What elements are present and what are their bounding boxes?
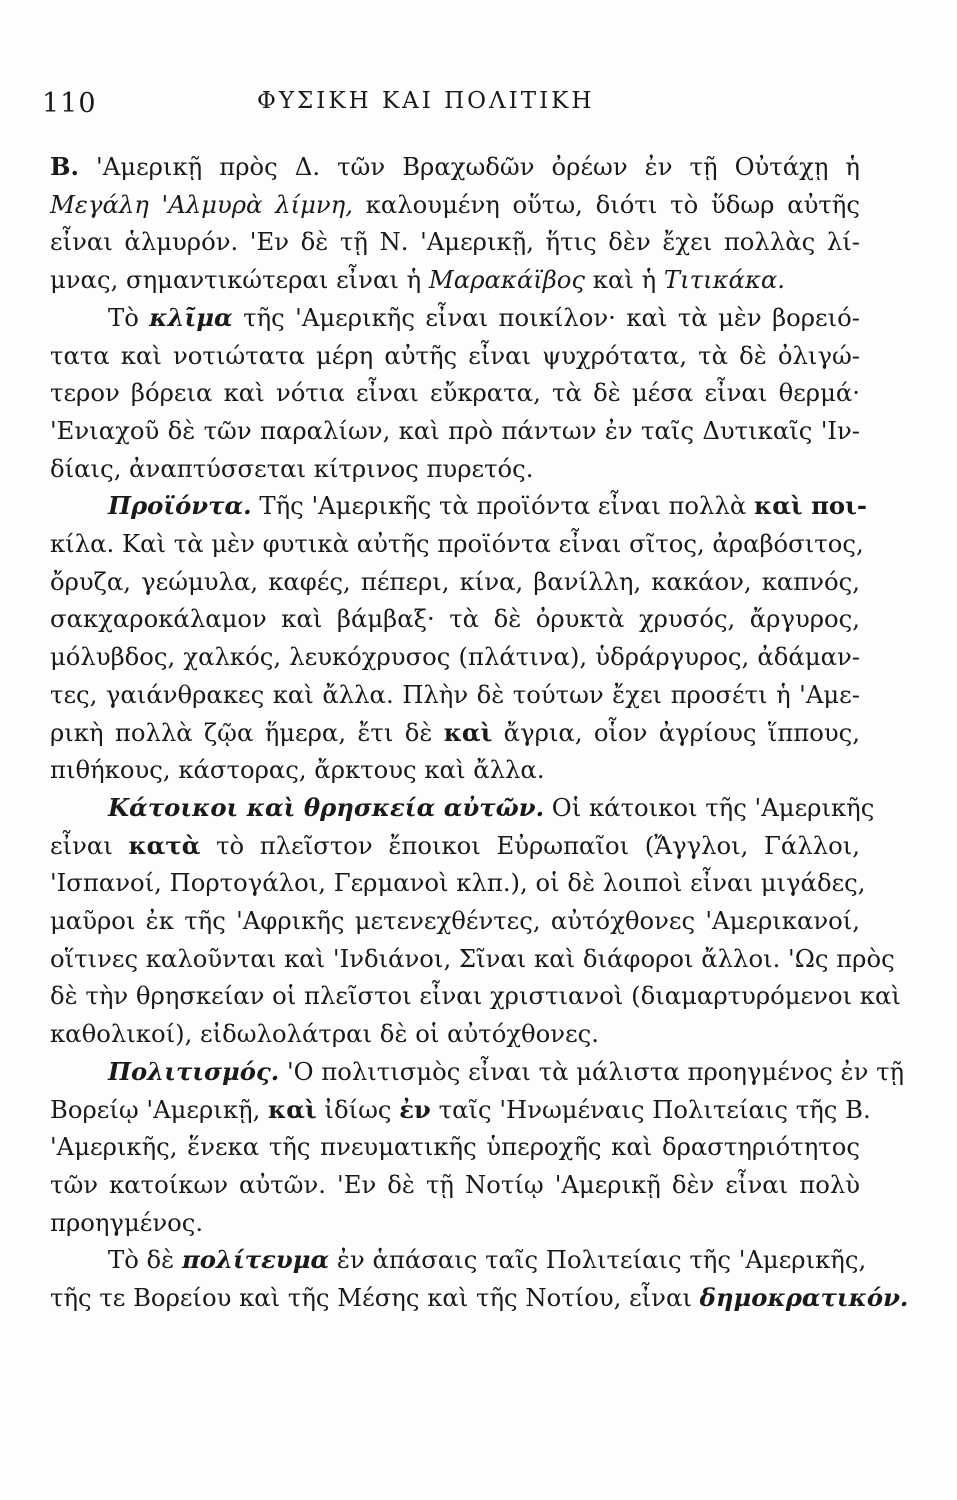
paragraph-government: [50, 1241, 909, 1316]
paragraph-climate: [50, 299, 860, 488]
text-line: τατα καὶ νοτιώτατα μέρη αὐτῆς εἶναι ψυχρότατα, τὰ δὲ ὀλιγώ-: [50, 340, 860, 370]
text-run: καὶ ἡ: [585, 265, 664, 295]
text-run: Μαρακάϊβος: [428, 265, 586, 295]
text-line: μόλυβδος, χαλκός, λευκόχρυσος (πλάτινα), ὑδράργυρος, ἀδάμαν-: [50, 642, 860, 672]
text-run: ρικὴ πολλὰ ζῷα ἥμερα, ἔτι δὲ: [50, 717, 444, 747]
text-run: καὶ: [443, 717, 493, 747]
text-line: [50, 1091, 871, 1129]
text-run: δημοκρατικόν.: [699, 1283, 909, 1313]
text-line: εἶναι ἁλμυρόν. 'Εν δὲ τῇ Ν. 'Αμερικῇ, ἥτις δὲν ἔχει πολλὰς λί-: [50, 227, 860, 257]
text-run: καὶ ποι-: [753, 491, 867, 521]
paragraph-inhabitants: [50, 789, 901, 1053]
text-run: Τὸ: [108, 302, 150, 332]
page-number: 110: [42, 88, 97, 119]
text-run: κατὰ: [128, 830, 201, 860]
text-run: ἰδίως: [316, 1094, 400, 1124]
text-line: 'Αμερικῆς, ἕνεκα τῆς πνευματικῆς ὑπεροχῆς καὶ δραστηριότητος: [50, 1132, 860, 1162]
text-run: πολίτευμα: [181, 1245, 330, 1275]
text-run: καλουμένη οὕτω, διότι τὸ ὕδωρ αὐτῆς: [352, 189, 860, 219]
text-run: εἶναι: [50, 830, 129, 860]
text-line: ὄρυζα, γεώμυλα, καφές, πέπερι, κίνα, βανίλλη, κακάον, καπνός,: [50, 566, 860, 596]
text-line: δὲ τὴν θρησκείαν οἱ πλεῖστοι εἶναι χριστιανοὶ (διαμαρτυρόμενοι καὶ: [50, 981, 901, 1011]
paragraph-civilization: [50, 1053, 905, 1242]
text-line: [50, 299, 860, 337]
text-line: τῶν κατοίκων αὐτῶν. 'Εν δὲ τῇ Νοτίῳ 'Αμερικῇ δὲν εἶναι πολὺ: [50, 1169, 860, 1199]
text-run: ἐν: [399, 1094, 431, 1124]
text-line: προηγμένος.: [50, 1207, 204, 1237]
text-run: 'Αμερικῇ πρὸς Δ. τῶν Βραχωδῶν ὀρέων ἐν τῇ Οὐτάχῃ ἡ: [79, 152, 860, 181]
text-run: Τὸ δὲ: [108, 1245, 182, 1275]
text-line: [50, 261, 860, 299]
text-line: πιθήκους, κάστορας, ἄρκτους καὶ ἄλλα.: [50, 755, 545, 785]
text-run: ἐν ἁπάσαις ταῖς Πολιτείαις τῆς 'Αμερικῆς,: [329, 1245, 867, 1275]
text-line: σακχαροκάλαμον καὶ βάμβαξ· τὰ δὲ ὀρυκτὰ χρυσός, ἄργυρος,: [50, 604, 860, 634]
text-line: [50, 487, 867, 525]
text-line: [50, 148, 860, 186]
text-run: ταῖς 'Ηνωμέναις Πολιτείαις τῆς Β.: [430, 1094, 871, 1124]
text-run: τῆς τε Βορείου καὶ τῆς Μέσης καὶ τῆς Νοτίου, εἶναι: [50, 1283, 700, 1313]
text-run: Τῆς 'Αμερικῆς τὰ προϊόντα εἶναι πολλὰ: [251, 491, 754, 521]
text-run: Βορείῳ 'Αμερικῇ,: [50, 1094, 269, 1124]
text-run: τῆς 'Αμερικῆς εἶναι ποικίλον· καὶ τὰ μὲν βορειό-: [232, 302, 861, 332]
page-header: [42, 88, 847, 128]
text-line: [50, 1241, 867, 1279]
text-line: κίλα. Καὶ τὰ μὲν φυτικὰ αὐτῆς προϊόντα εἶναι σῖτος, ἀραβόσιτος,: [50, 529, 864, 559]
text-line: [50, 186, 860, 224]
text-line: καθολικοί), εἰδωλολάτραι δὲ οἱ αὐτόχθονες.: [50, 1019, 599, 1049]
page-body: [50, 148, 909, 1317]
text-run: Μεγάλη 'Αλμυρὰ λίμνη,: [50, 189, 353, 219]
text-run: 'Ο πολιτισμὸς εἶναι τὰ μάλιστα προηγμένος ἐν τῇ: [279, 1056, 905, 1086]
text-run: καὶ: [268, 1094, 317, 1124]
section-heading: Πολιτισμός.: [108, 1056, 280, 1086]
text-run: τὸ πλεῖστον ἔποικοι Εὐρωπαῖοι (Ἄγγλοι, Γάλλοι,: [200, 830, 860, 860]
text-line: [50, 714, 860, 752]
paragraph-lakes: [50, 148, 860, 299]
text-line: 'Ισπανοί, Πορτογάλοι, Γερμανοὶ κλπ.), οἱ δὲ λοιποὶ εἶναι μιγάδες,: [50, 868, 866, 898]
text-line: τες, γαιάνθρακες καὶ ἄλλα. Πλὴν δὲ τούτων ἔχει προσέτι ἡ 'Αμε-: [50, 679, 860, 709]
running-title: ΦΥΣΙΚΗ ΚΑΙ ΠΟΛΙΤΙΚΗ: [257, 88, 595, 114]
text-run: μνας, σημαντικώτεραι εἶναι ἡ: [50, 265, 429, 295]
text-run: Οἱ κάτοικοι τῆς 'Αμερικῆς: [544, 792, 875, 822]
text-line: δίαις, ἀναπτύσσεται κίτρινος πυρετός.: [50, 453, 534, 483]
paragraph-products: [50, 487, 867, 789]
text-run: Β.: [50, 152, 79, 181]
text-run: Τιτικάκα.: [663, 265, 786, 295]
text-line: τερον βόρεια καὶ νότια εἶναι εὔκρατα, τὰ δὲ μέσα εἶναι θερμά·: [50, 378, 860, 408]
text-line: [50, 827, 860, 865]
text-line: [50, 1053, 905, 1091]
text-run: κλῖμα: [149, 302, 233, 332]
text-line: [50, 789, 875, 827]
text-line: [50, 1279, 909, 1317]
text-line: μαῦροι ἐκ τῆς 'Αφρικῆς μετενεχθέντες, αὐτόχθονες 'Αμερικανοί,: [50, 906, 860, 936]
section-heading: Προϊόντα.: [108, 491, 252, 521]
text-line: 'Ενιαχοῦ δὲ τῶν παραλίων, καὶ πρὸ πάντων ἐν ταῖς Δυτικαῖς 'Ιν-: [50, 415, 860, 445]
section-heading: Κάτοικοι καὶ θρησκεία αὐτῶν.: [108, 792, 545, 822]
text-line: οἵτινες καλοῦνται καὶ 'Ινδιάνοι, Σῖναι καὶ διάφοροι ἄλλοι. 'Ως πρὸς: [50, 943, 895, 973]
text-run: ἄγρια, οἷον ἀγρίους ἵππους,: [492, 717, 860, 747]
